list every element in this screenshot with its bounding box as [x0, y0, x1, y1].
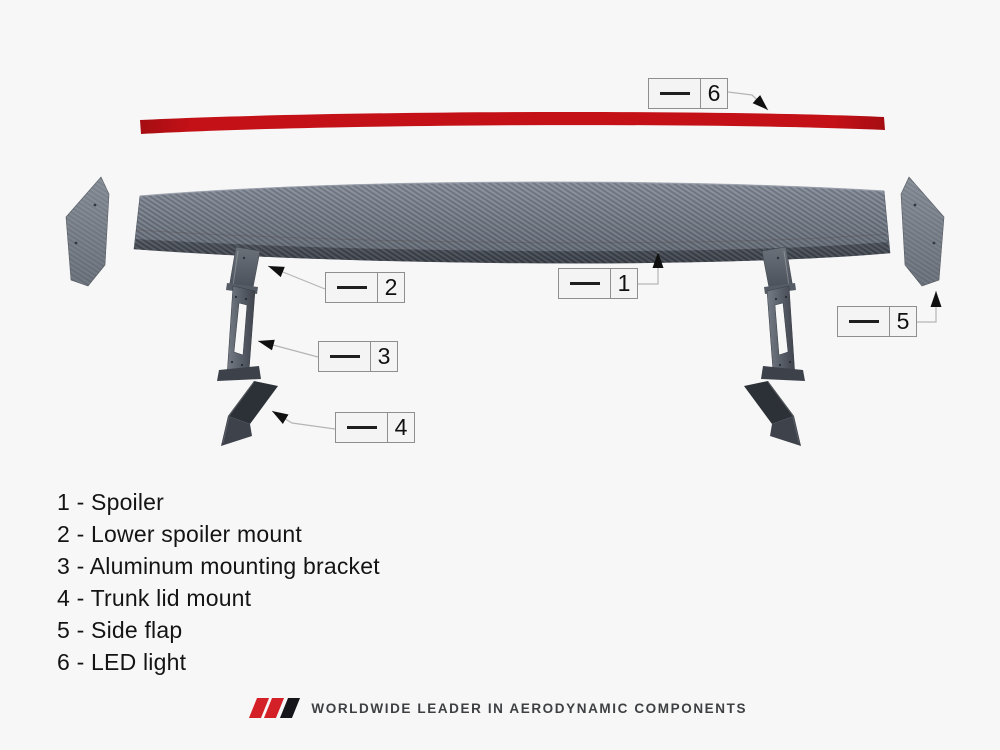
callout-dash [337, 286, 367, 289]
callout-dash [570, 282, 600, 285]
side-flap-right [901, 177, 944, 286]
brand-stripes-icon [253, 698, 300, 718]
side-flap-left [66, 177, 109, 286]
mounting-bracket-right [761, 283, 805, 381]
callout-dash [660, 92, 690, 95]
trunk-lid-mount-left [221, 381, 278, 446]
callout-dash-cell [319, 342, 371, 371]
callout-box-6 [648, 78, 728, 109]
callout-number: 4 [394, 414, 408, 440]
footer-tagline: WORLDWIDE LEADER IN AERODYNAMIC COMPONENTS [311, 700, 748, 716]
callout-number: 2 [384, 274, 398, 300]
callout-box-3 [318, 341, 398, 372]
callout-dash-cell [336, 413, 388, 442]
legend-item-6: 6 - LED light [57, 649, 187, 675]
legend-item-5: 5 - Side flap [57, 617, 183, 643]
callout-number: 6 [707, 80, 721, 106]
led-light-strip [140, 112, 885, 134]
parts-legend [57, 486, 380, 678]
callout-box-1 [558, 268, 638, 299]
legend-item-3: 3 - Aluminum mounting bracket [57, 553, 380, 579]
callout-dash-cell [559, 269, 611, 298]
callout-number: 3 [377, 343, 391, 369]
leader-4 [272, 411, 335, 429]
callout-dash [330, 355, 360, 358]
mounting-bracket-left [217, 283, 261, 381]
callout-dash-cell [649, 79, 701, 108]
leader-6 [728, 92, 768, 110]
legend-item-4: 4 - Trunk lid mount [57, 585, 252, 611]
callout-number: 5 [896, 308, 910, 334]
callout-box-5 [837, 306, 917, 337]
leader-3 [258, 341, 318, 357]
legend-item-1: 1 - Spoiler [57, 489, 165, 515]
leader-2 [268, 266, 325, 289]
callout-dash-cell [838, 307, 890, 336]
callout-box-4 [335, 412, 415, 443]
callout-box-2 [325, 272, 405, 303]
leader-5 [915, 291, 936, 322]
callout-dash [849, 320, 879, 323]
callout-dash [347, 426, 377, 429]
legend-item-2: 2 - Lower spoiler mount [57, 521, 302, 547]
trunk-lid-mount-right [744, 381, 801, 446]
callout-dash-cell [326, 273, 378, 302]
footer [0, 692, 1000, 724]
callout-number: 1 [617, 270, 631, 296]
